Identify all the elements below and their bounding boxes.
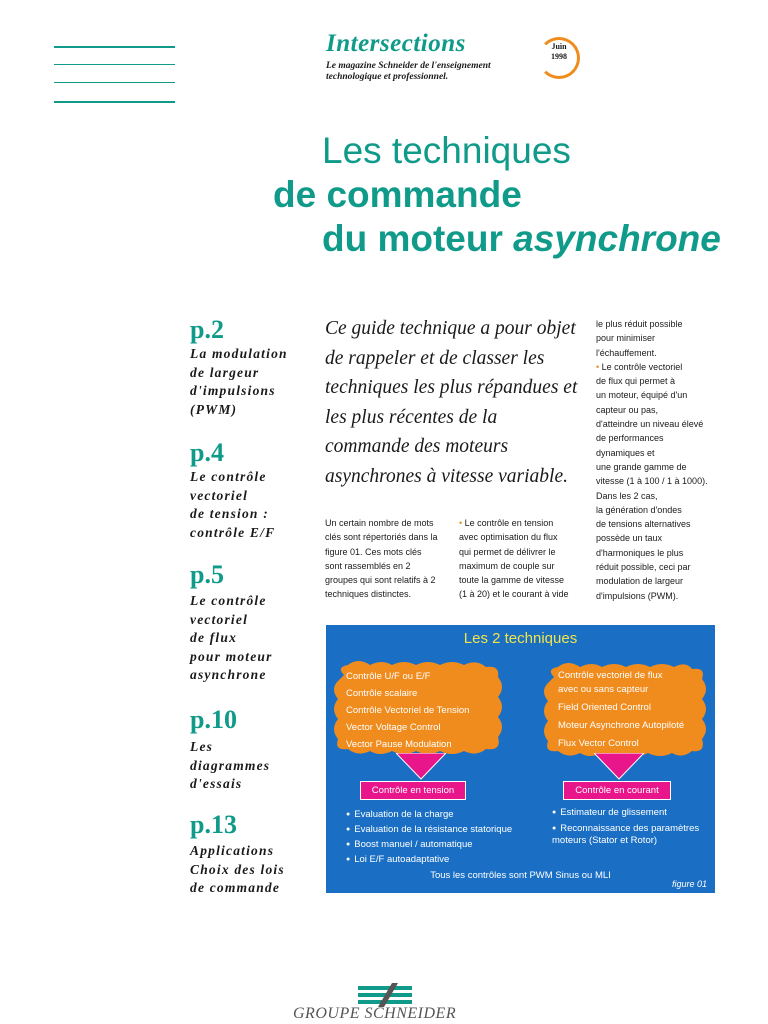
down-arrow-icon	[594, 753, 644, 781]
body-line: clés sont répertoriés dans la	[325, 532, 438, 543]
issue-date	[541, 42, 577, 62]
feature-item: ● Estimateur de glissement	[552, 807, 712, 820]
toc-description	[190, 738, 310, 794]
body-line: pour minimiser	[596, 333, 656, 344]
toc-desc-line: Le contrôle	[190, 593, 267, 608]
feature-item: ● Evaluation de la résistance statorique	[346, 822, 536, 837]
issue-month: Juin	[551, 42, 567, 51]
cloud-item: Field Oriented Control	[558, 702, 651, 713]
toc-desc-line: vectoriel	[190, 487, 249, 503]
toc-desc-line: Le contrôle	[190, 469, 267, 484]
body-line: vitesse (1 à 100 / 1 à 1000).	[596, 476, 708, 487]
figure-01	[326, 625, 715, 893]
cloud-item: Vector Voltage Control	[346, 722, 441, 733]
voltage-control-box: Contrôle en tension	[360, 781, 466, 800]
toc-desc-line: de commande	[190, 880, 281, 895]
body-line: modulation de largeur	[596, 576, 684, 587]
feature-item: ● Boost manuel / automatique	[346, 837, 536, 852]
headline-line-3-prefix: du moteur	[322, 218, 514, 259]
body-line: sont rassemblés en 2	[325, 560, 411, 571]
body-line: réduit possible, ceci par	[596, 562, 691, 573]
orange-bullet: •	[459, 518, 463, 528]
body-line: un moteur, équipé d'un	[596, 390, 688, 401]
body-line: figure 01. Ces mots clés	[325, 546, 422, 557]
body-column-3	[596, 317, 721, 603]
cloud-item: Contrôle U/F ou E/F	[346, 671, 431, 682]
toc-desc-line: Les	[190, 739, 214, 754]
toc-desc-line: de tension :	[190, 506, 269, 521]
toc-desc-line: d'impulsions	[190, 383, 276, 398]
feature-item: ● Loi E/F autoadaptative	[346, 852, 536, 867]
toc-description	[190, 842, 310, 898]
body-line: d'atteindre un niveau élevé	[596, 419, 704, 430]
headline-line-1: Les techniques	[322, 130, 571, 171]
toc-page-number: p.4	[190, 438, 224, 467]
intro-paragraph: Ce guide technique a pour objet de rappeler et de classer les techniques les plus répandues et les plus récentes de la commande des moteurs asynchrones à vitesse variable.	[325, 318, 578, 487]
issue-year: 1998	[551, 52, 567, 61]
figure-caption: figure 01	[671, 879, 707, 889]
body-line: une grande gamme de	[596, 461, 687, 472]
toc-page-number: p.2	[190, 315, 224, 344]
toc-desc-line: Applications	[190, 843, 275, 858]
toc-desc-line: d'essais	[190, 776, 243, 791]
magazine-tagline: Le magazine Schneider de l'enseignement technologique et professionnel.	[326, 61, 491, 82]
cloud-item: Contrôle Vectoriel de Tension	[346, 705, 470, 716]
down-arrow-icon	[396, 753, 446, 781]
current-control-box: Contrôle en courant	[563, 781, 671, 800]
body-line: de performances	[596, 433, 664, 444]
body-line: possède un taux	[596, 533, 663, 544]
body-line	[459, 516, 584, 530]
body-column-2	[459, 516, 584, 602]
body-line: Dans les 2 cas,	[596, 490, 658, 501]
toc-desc-line: Choix des lois	[190, 861, 285, 877]
body-line: dynamiques et	[596, 447, 655, 458]
toc-desc-line: contrôle E/F	[190, 524, 276, 540]
decorative-line	[54, 46, 175, 48]
body-line: avec optimisation du flux	[459, 532, 558, 543]
body-line-text: Le contrôle en tension	[462, 518, 554, 528]
cloud-item: Contrôle scalaire	[346, 688, 418, 699]
body-line: qui permet de délivrer le	[459, 546, 556, 557]
magazine-logo: Intersections	[326, 30, 466, 57]
toc-desc-line: de flux	[190, 630, 238, 645]
body-line: groupes qui sont relatifs à 2	[325, 575, 436, 586]
headline-line-3	[322, 219, 721, 259]
left-cloud-list	[346, 668, 469, 753]
body-line: de tensions alternatives	[596, 519, 691, 530]
figure-title: Les 2 techniques	[463, 630, 578, 647]
figure-footer-note: Tous les contrôles sont PWM Sinus ou MLI	[430, 870, 611, 881]
toc-page-number: p.10	[190, 705, 237, 734]
body-line: toute la gamme de vitesse	[459, 575, 565, 586]
toc-desc-line: (PWM)	[190, 401, 238, 417]
toc-desc-line: pour moteur	[190, 648, 273, 664]
toc-desc-line: asynchrone	[190, 667, 267, 682]
body-line: maximum de couple sur	[459, 560, 555, 571]
cloud-item: Vector Pause Modulation	[346, 739, 452, 750]
body-line: techniques distinctes.	[325, 589, 412, 600]
cloud-item: Moteur Asynchrone Autopiloté	[558, 720, 685, 731]
feature-item: ● Evaluation de la charge	[346, 807, 536, 822]
body-line: la génération d'ondes	[596, 504, 682, 515]
headline-line-2: de commande	[273, 174, 522, 215]
body-line	[596, 360, 721, 374]
body-line: (1 à 20) et le courant à vide	[459, 589, 569, 600]
toc-desc-line: de largeur	[190, 364, 260, 380]
left-feature-list	[346, 807, 536, 867]
toc-desc-line: diagrammes	[190, 757, 271, 773]
toc-desc-line: La modulation	[190, 346, 288, 361]
body-line-text: Le contrôle vectoriel	[599, 361, 683, 372]
toc-page-number: p.5	[190, 560, 224, 589]
toc-page-number: p.13	[190, 810, 237, 839]
body-column-1	[325, 516, 455, 602]
toc-description	[190, 345, 310, 419]
schneider-logo-icon	[352, 983, 418, 1007]
right-cloud-list	[558, 669, 684, 751]
body-line: Un certain nombre de mots	[325, 518, 434, 528]
decorative-line	[54, 82, 175, 83]
cloud-item: Flux Vector Control	[558, 738, 639, 749]
brand-name: GROUPE SCHNEIDER	[293, 1005, 457, 1022]
toc-description	[190, 468, 310, 542]
body-line: capteur ou pas,	[596, 404, 659, 415]
decorative-line	[54, 101, 175, 103]
right-feature-list	[552, 807, 712, 848]
cloud-item: avec ou sans capteur	[558, 684, 649, 695]
body-line: le plus réduit possible	[596, 319, 683, 329]
toc-description	[190, 592, 310, 685]
decorative-line	[54, 64, 175, 65]
body-line: l'échauffement.	[596, 347, 657, 358]
cloud-item: Contrôle vectoriel de flux	[558, 670, 663, 681]
orange-bullet: •	[596, 361, 600, 372]
toc-desc-line: vectoriel	[190, 611, 249, 627]
body-line: de flux qui permet à	[596, 376, 676, 387]
feature-item: ● Reconnaissance des paramètres moteurs (Stator et Rotor)	[552, 823, 712, 848]
body-line: d'impulsions (PWM).	[596, 590, 679, 601]
body-line: d'harmoniques le plus	[596, 547, 684, 558]
headline-line-3-italic: asynchrone	[513, 218, 721, 259]
